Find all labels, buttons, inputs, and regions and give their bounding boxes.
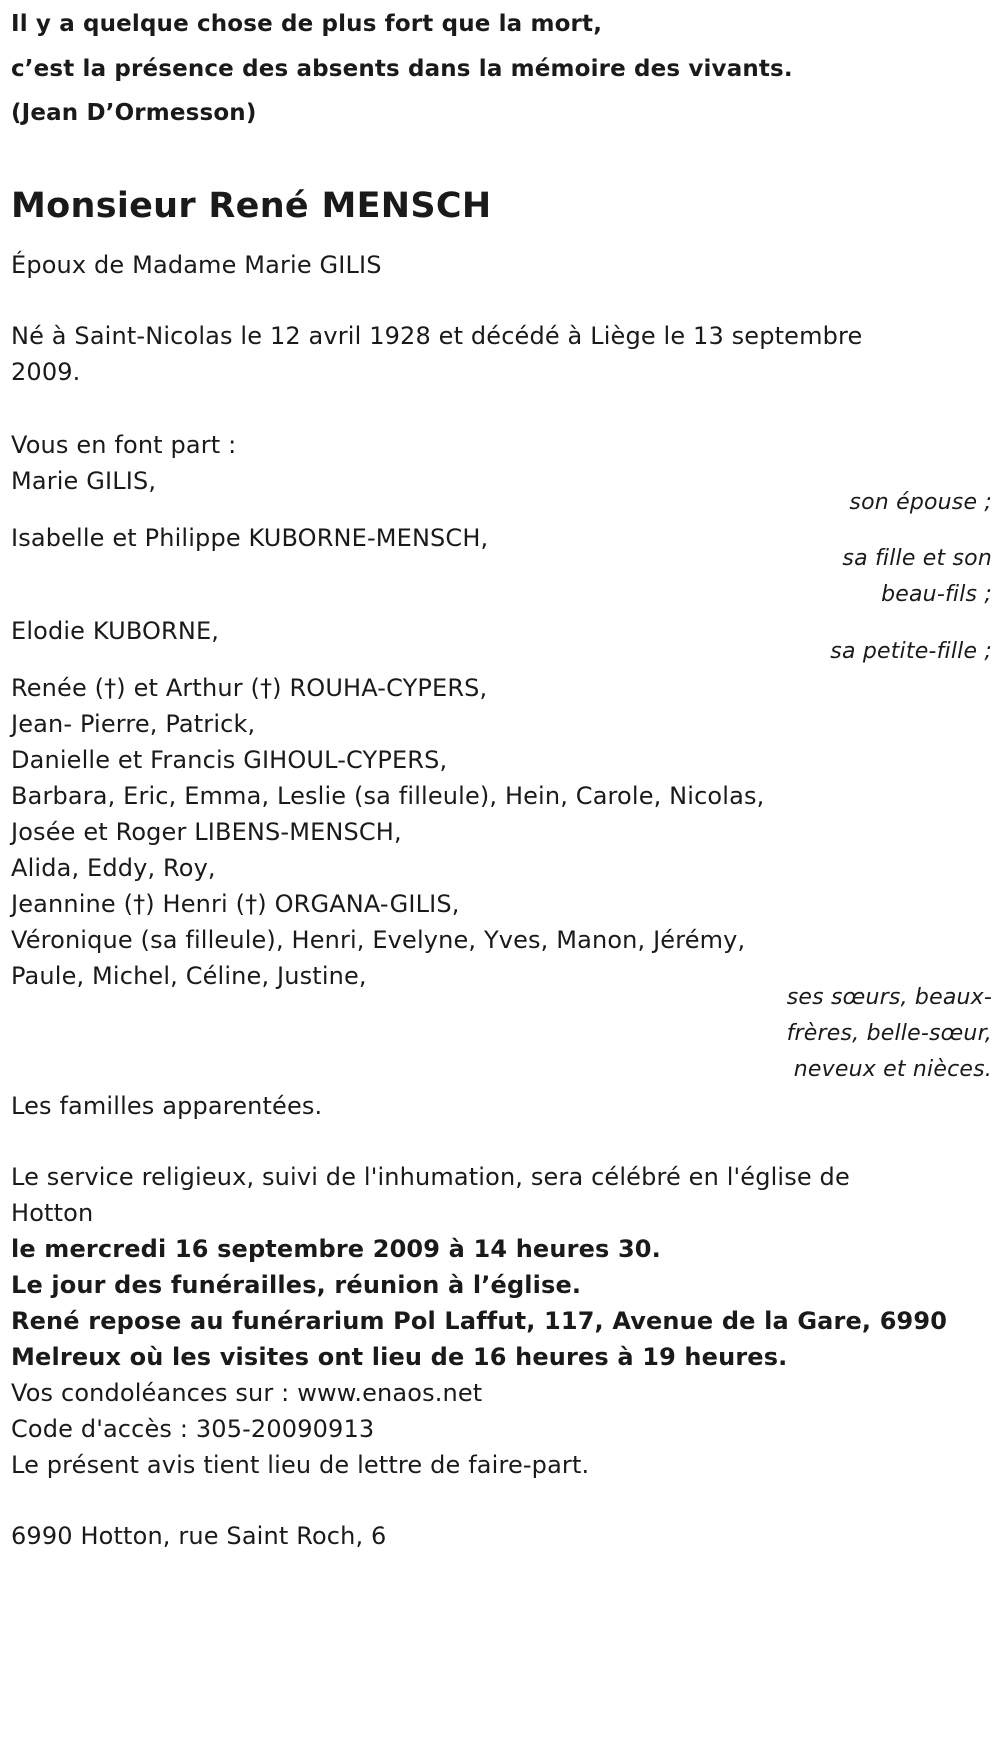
sibling-line: Paule, Michel, Céline, Justine, [11, 962, 367, 990]
siblings-relation-line-1: ses sœurs, beaux- [786, 985, 992, 1010]
address-line: 6990 Hotton, rue Saint Roch, 6 [11, 1522, 387, 1550]
condolences-line: Vos condoléances sur : www.enaos.net [11, 1379, 483, 1407]
siblings-relation [732, 980, 992, 1088]
sibling-line: Alida, Eddy, Roy, [11, 854, 216, 882]
sibling-line: Danielle et Francis GIHOUL-CYPERS, [11, 746, 448, 774]
sibling-line: Jeannine (†) Henri (†) ORGANA-GILIS, [11, 890, 460, 918]
daughter-relation [732, 541, 992, 613]
sibling-line: Barbara, Eric, Emma, Leslie (sa filleule), Hein, Carole, Nicolas, [11, 782, 765, 810]
sibling-line: Renée (†) et Arthur (†) ROUHA-CYPERS, [11, 674, 488, 702]
related-families: Les familles apparentées. [11, 1092, 323, 1120]
daughter-relation-line-2: beau-fils ; [881, 582, 992, 607]
service-line-1: Le service religieux, suivi de l'inhumation, sera célébré en l'église de [11, 1163, 850, 1191]
birth-death-line-1: Né à Saint-Nicolas le 12 avril 1928 et décédé à Liège le 13 septembre [11, 322, 863, 350]
sibling-line: Jean- Pierre, Patrick, [11, 710, 256, 738]
funeral-home-line-1: René repose au funérarium Pol Laffut, 117, Avenue de la Gare, 6990 [11, 1307, 948, 1335]
announce-intro: Vous en font part : [11, 431, 237, 459]
siblings-relation-line-3: neveux et nièces. [793, 1057, 992, 1082]
access-code-line: Code d'accès : 305-20090913 [11, 1415, 375, 1443]
siblings-relation-line-2: frères, belle-sœur, [786, 1021, 992, 1046]
sibling-line: Josée et Roger LIBENS-MENSCH, [11, 818, 402, 846]
quote-line-2: c’est la présence des absents dans la mémoire des vivants. [11, 56, 793, 82]
quote-line-1: Il y a quelque chose de plus fort que la mort, [11, 11, 603, 37]
wife-name: Marie GILIS, [11, 467, 157, 495]
deceased-name: Monsieur René MENSCH [11, 186, 492, 226]
wife-relation-text: son épouse ; [849, 490, 992, 515]
notice-line: Le présent avis tient lieu de lettre de faire-part. [11, 1451, 590, 1479]
service-meeting: Le jour des funérailles, réunion à l’église. [11, 1271, 582, 1299]
daughter-relation-line-1: sa fille et son [842, 546, 992, 571]
service-line-2: Hotton [11, 1199, 94, 1227]
spouse-line: Époux de Madame Marie GILIS [11, 251, 382, 279]
service-date: le mercredi 16 septembre 2009 à 14 heures 30. [11, 1235, 661, 1263]
granddaughter-relation-text: sa petite-fille ; [830, 639, 992, 664]
granddaughter-relation [732, 634, 992, 670]
quote-author: (Jean D’Ormesson) [11, 100, 257, 126]
daughter-name: Isabelle et Philippe KUBORNE-MENSCH, [11, 524, 489, 552]
sibling-line: Véronique (sa filleule), Henri, Evelyne, Yves, Manon, Jérémy, [11, 926, 746, 954]
birth-death-line-2: 2009. [11, 358, 81, 386]
granddaughter-name: Elodie KUBORNE, [11, 617, 220, 645]
funeral-home-line-2: Melreux où les visites ont lieu de 16 heures à 19 heures. [11, 1343, 788, 1371]
wife-relation [732, 485, 992, 521]
